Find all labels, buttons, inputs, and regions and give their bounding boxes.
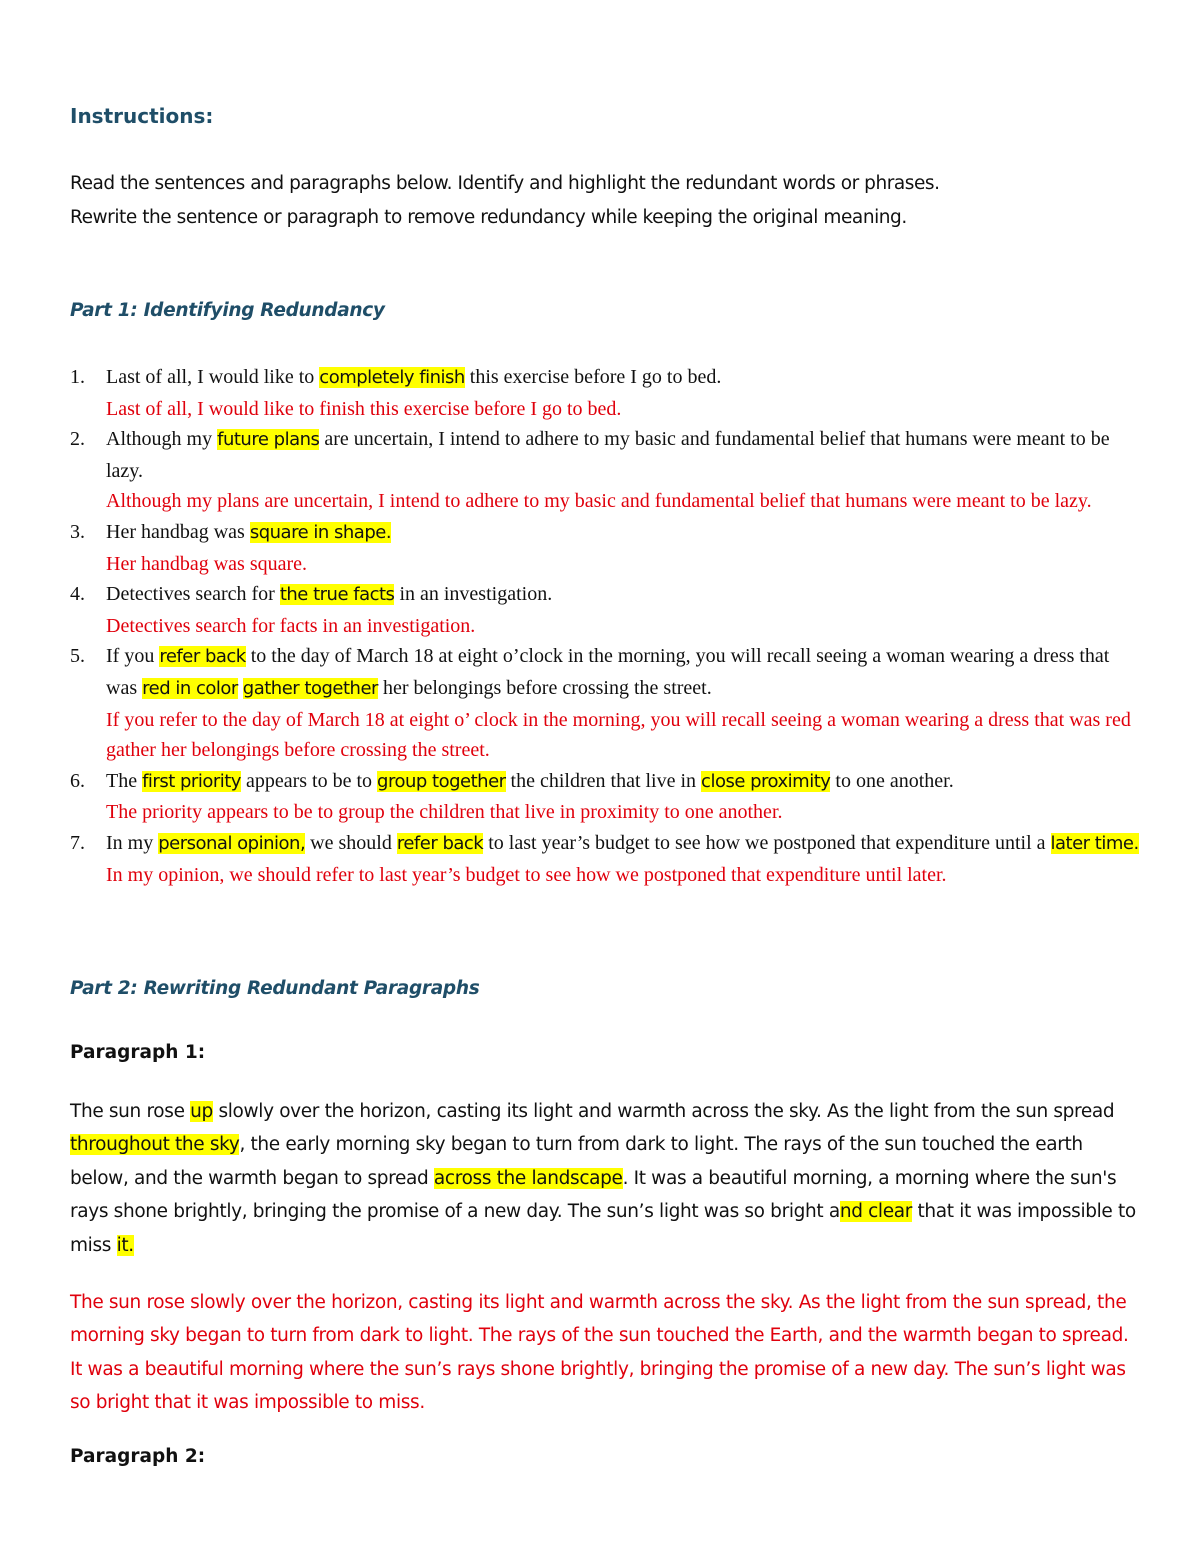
paragraph1-original bbox=[70, 1095, 1140, 1262]
instructions-heading: Instructions: bbox=[70, 104, 214, 128]
text-segment: . It was a beautiful morning, a morning where the sun's rays shone brightly, bringing the promise of a new day. The sun’s light was so bright a bbox=[70, 1167, 1117, 1223]
corrected-sentence: In my opinion, we should refer to last year’s budget to see how we postponed that expenditure until later. bbox=[106, 863, 947, 886]
text-segment: If you bbox=[106, 645, 160, 668]
corrected-sentence: If you refer to the day of March 18 at eight o’ clock in the morning, you will recall seeing a woman wearing a dress that was red gather her belongings before crossing the street. bbox=[106, 708, 1131, 762]
highlighted-phrase: close proximity bbox=[701, 770, 831, 792]
part2-heading: Part 2: Rewriting Redundant Paragraphs bbox=[70, 978, 480, 999]
text-segment: Her handbag was bbox=[106, 520, 250, 543]
text-segment: to last year’s budget to see how we postponed that expenditure until a bbox=[483, 831, 1051, 854]
item-number: 5. bbox=[70, 645, 85, 668]
highlighted-phrase: square in shape. bbox=[249, 521, 392, 543]
corrected-sentence: Last of all, I would like to finish this exercise before I go to bed. bbox=[106, 397, 622, 420]
text-segment: in an investigation. bbox=[394, 583, 553, 606]
corrected-sentence: The priority appears to be to group the children that live in proximity to one another. bbox=[106, 801, 783, 824]
highlighted-phrase: refer back bbox=[159, 646, 246, 668]
original-sentence bbox=[106, 832, 1139, 854]
list-item bbox=[70, 517, 1140, 579]
original-sentence bbox=[106, 645, 1109, 699]
highlighted-phrase: throughout the sky bbox=[70, 1134, 240, 1156]
text-segment: the children that live in bbox=[505, 769, 702, 792]
paragraph2-label: Paragraph 2: bbox=[70, 1446, 206, 1467]
list-item bbox=[70, 579, 1140, 641]
highlighted-phrase: across the landscape bbox=[433, 1167, 623, 1189]
paragraph1-rewrite: The sun rose slowly over the horizon, casting its light and warmth across the sky. As the light from the sun spread, the morning sky began to turn from dark to light. The rays of the sun touched the Earth, and the warmth began to spread. It was a beautiful morning where the sun’s rays shone brightly, bringing the promise of a new day. The sun’s light was so bright that it was impossible to miss. bbox=[70, 1292, 1129, 1414]
text-segment: to the day of March 18 at eight o’clock in the morning, you will recall seeing a woman wearing a dress that was bbox=[106, 645, 1110, 699]
list-item bbox=[70, 424, 1140, 517]
text-segment: , the early morning sky began to turn from dark to light. The rays of the sun touched the earth below, and the warmth began to spread bbox=[70, 1134, 1083, 1189]
original-sentence bbox=[106, 366, 721, 388]
highlighted-phrase: first priority bbox=[142, 770, 241, 792]
text-segment: this exercise before I go to bed. bbox=[464, 366, 722, 388]
text-segment: her belongings before crossing the street. bbox=[377, 676, 712, 699]
original-sentence bbox=[106, 770, 954, 792]
highlighted-phrase: up bbox=[190, 1101, 213, 1122]
item-number: 6. bbox=[70, 769, 85, 792]
list-item bbox=[70, 766, 1140, 828]
text-segment: that it was impossible to miss bbox=[70, 1201, 1136, 1256]
item-number: 7. bbox=[70, 831, 85, 854]
corrected-sentence: Detectives search for facts in an investigation. bbox=[106, 614, 476, 637]
paragraph1-label: Paragraph 1: bbox=[70, 1042, 206, 1063]
highlighted-phrase: red in color bbox=[142, 677, 238, 699]
highlighted-phrase: personal opinion, bbox=[158, 832, 306, 854]
item-number: 1. bbox=[70, 366, 85, 388]
list-item bbox=[70, 828, 1140, 890]
original-sentence bbox=[106, 583, 552, 605]
highlighted-phrase: nd clear bbox=[839, 1201, 912, 1223]
original-sentence bbox=[106, 521, 391, 543]
text-segment: Although my bbox=[106, 428, 218, 451]
list-item bbox=[70, 362, 1140, 424]
item-number: 2. bbox=[70, 428, 85, 451]
corrected-sentence: Her handbag was square. bbox=[106, 552, 308, 575]
instructions-line-1: Read the sentences and paragraphs below. Identify and highlight the redundant words or phrases. bbox=[70, 173, 940, 194]
highlighted-phrase: gather together bbox=[242, 677, 378, 699]
text-segment: appears to be to bbox=[240, 769, 378, 792]
text-segment: to one another. bbox=[830, 769, 954, 792]
text-segment: In my bbox=[106, 831, 159, 854]
instructions-line-2: Rewrite the sentence or paragraph to remove redundancy while keeping the original meaning. bbox=[70, 207, 907, 228]
corrected-sentence: Although my plans are uncertain, I intend to adhere to my basic and fundamental belief that humans were meant to be lazy. bbox=[106, 490, 1092, 513]
highlighted-phrase: the true facts bbox=[279, 584, 395, 606]
text-segment: Detectives search for bbox=[106, 583, 280, 606]
text-segment: slowly over the horizon, casting its light and warmth across the sky. As the light from the sun spread bbox=[212, 1101, 1115, 1122]
list-item bbox=[70, 641, 1140, 765]
text-segment: Last of all, I would like to bbox=[106, 366, 320, 388]
text-segment: we should bbox=[305, 831, 397, 854]
highlighted-phrase: future plans bbox=[217, 429, 320, 451]
text-segment: The sun rose bbox=[70, 1101, 191, 1122]
highlighted-phrase: it. bbox=[116, 1234, 134, 1256]
instructions-text bbox=[70, 167, 1140, 235]
highlighted-phrase: completely finish bbox=[319, 367, 465, 388]
original-sentence bbox=[106, 428, 1110, 482]
highlighted-phrase: refer back bbox=[396, 832, 484, 854]
part1-heading: Part 1: Identifying Redundancy bbox=[70, 300, 385, 321]
highlighted-phrase: group together bbox=[377, 770, 506, 792]
item-number: 4. bbox=[70, 583, 85, 606]
highlighted-phrase: later time. bbox=[1050, 832, 1139, 854]
text-segment: The bbox=[106, 769, 143, 792]
item-number: 3. bbox=[70, 520, 85, 543]
redundancy-list bbox=[70, 362, 1140, 890]
text-segment: are uncertain, I intend to adhere to my basic and fundamental belief that humans were meant to be lazy. bbox=[106, 428, 1110, 482]
